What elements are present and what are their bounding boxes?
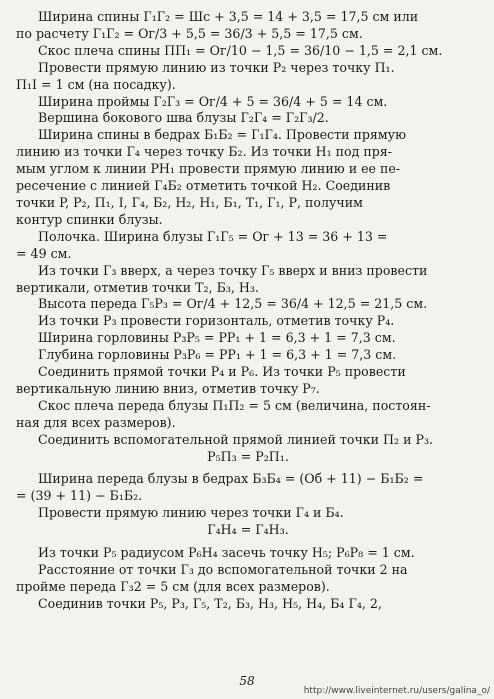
text-line: Полочка. Ширина блузы Г₁Г₅ = Ог + 13 = 36 + 13 = bbox=[38, 228, 388, 244]
text-line: ная для всех размеров). bbox=[16, 414, 176, 430]
text-line: Ширина спины Г₁Г₂ = Шс + 3,5 = 14 + 3,5 = 17,5 см или bbox=[38, 9, 419, 24]
page-number: 58 bbox=[239, 674, 255, 688]
source-url: http://www.liveinternet.ru/users/galina_o/ bbox=[303, 686, 490, 696]
text-line: Провести прямую линию через точки Г₄ и Б₄. bbox=[38, 505, 344, 521]
text-line: Скос плеча переда блузы П₁П₂ = 5 см (величина, постоян- bbox=[38, 397, 431, 413]
text-line: Соединить вспомогательной прямой линией точки П₂ и P₃. bbox=[38, 431, 433, 447]
text-line: Скос плеча спины ПП₁ = Ог/10 − 1,5 = 36/10 − 1,5 = 2,1 см. bbox=[38, 42, 443, 58]
text-line: Г₄Н₄ = Г₄Н₃. bbox=[207, 522, 289, 538]
text-line: П₁I = 1 см (на посадку). bbox=[16, 76, 176, 92]
text-line: Вершина бокового шва блузы Г₂Г₄ = Г₂Г₃/2. bbox=[38, 110, 329, 126]
text-line: Соединив точки P₅, P₃, Г₅, Т₂, Б₃, Н₃, Н₅, Н₄, Б₄ Г₄, 2, bbox=[38, 595, 382, 611]
text-line: вертикальную линию вниз, отметив точку P₇. bbox=[16, 380, 320, 396]
text-line: Из точки P₃ провести горизонталь, отметив точку P₄. bbox=[38, 313, 395, 329]
text-line: линию из точки Г₄ через точку Б₂. Из точки Н₁ под пря- bbox=[16, 144, 393, 160]
text-line: мым углом к линии PH₁ провести прямую линию и ее пе- bbox=[16, 161, 401, 177]
text-line: Соединить прямой точки P₄ и P₆. Из точки P₅ провести bbox=[38, 364, 406, 380]
text-line: Глубина горловины P₃P₆ = PP₁ + 1 = 6,3 + 1 = 7,3 см. bbox=[38, 347, 397, 363]
body-text bbox=[16, 9, 480, 613]
text-line: Ширина спины в бедрах Б₁Б₂ = Г₁Г₄. Провести прямую bbox=[38, 127, 407, 143]
text-line: P₅П₃ = P₂П₁. bbox=[207, 448, 289, 464]
text-line: по расчету Г₁Г₂ = Ог/3 + 5,5 = 36/3 + 5,5 = 17,5 см. bbox=[16, 25, 363, 41]
text-line: Расстояние от точки Г₃ до вспомогательной точки 2 на bbox=[38, 562, 408, 577]
text-line: ресечение с линией Г₄Б₂ отметить точкой Н₂. Соединив bbox=[16, 178, 391, 194]
text-line: = 49 см. bbox=[16, 245, 72, 261]
text-line: Ширина горловины P₃P₅ = PP₁ + 1 = 6,3 + 1 = 7,3 см. bbox=[38, 330, 396, 346]
text-line: Провести прямую линию из точки P₂ через точку П₁. bbox=[38, 59, 395, 75]
text-line: контур спинки блузы. bbox=[16, 211, 163, 227]
text-line: точки P, P₂, П₁, I, Г₄, Б₂, Н₂, Н₁, Б₁, Т₁, Г₁, Р, получим bbox=[16, 194, 363, 210]
text-line: пройме переда Г₃2 = 5 см (для всех размеров). bbox=[16, 578, 330, 594]
text-line: вертикали, отметив точки Т₂, Б₃, Н₃. bbox=[16, 279, 259, 295]
text-line: Из точки Г₃ вверх, а через точку Г₅ вверх и вниз провести bbox=[38, 262, 428, 278]
text-line: Высота переда Г₅Р₃ = Ог/4 + 12,5 = 36/4 + 12,5 = 21,5 см. bbox=[38, 296, 428, 312]
text-line: Ширина переда блузы в бедрах Б₃Б₄ = (Об + 11) − Б₁Б₂ = bbox=[38, 471, 424, 487]
text-line: = (39 + 11) − Б₁Б₂. bbox=[16, 488, 143, 504]
text-line: Ширина проймы Г₂Г₃ = Ог/4 + 5 = 36/4 + 5 = 14 см. bbox=[38, 93, 388, 109]
text-line: Из точки P₅ радиусом P₆Н₄ засечь точку Н₅; P₆P₈ = 1 см. bbox=[38, 545, 415, 561]
